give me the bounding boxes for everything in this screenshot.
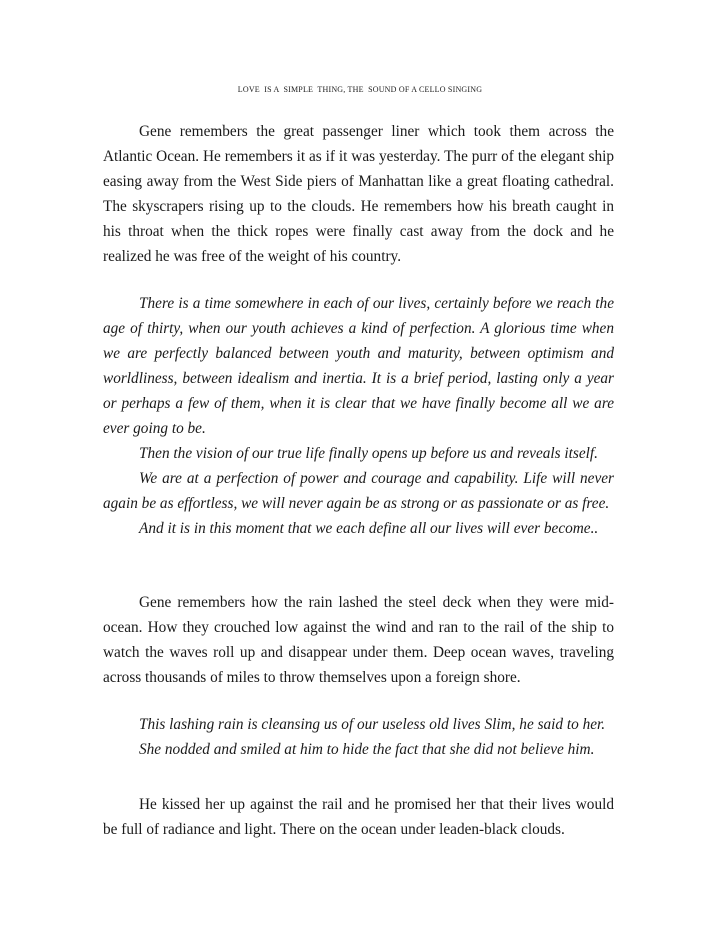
paragraph-text: Gene remembers the great passenger liner which took them across the Atlantic Ocean. He remembers it as if it was yesterday. The purr of the elegant ship easing away from the West Side piers of Manhattan like a great floating cathedral. The skyscrapers rising up to the clouds. He remembers how his breath caught in his throat when the thick ropes were finally cast away from the dock and he realized he was free of the weight of his country. bbox=[103, 123, 614, 265]
dialogue-line: She nodded and smiled at him to hide the fact that she did not believe him. bbox=[139, 741, 595, 758]
paragraph-kiss-rail bbox=[103, 792, 614, 842]
dialogue-line: This lashing rain is cleansing us of our useless old lives Slim, he said to her. bbox=[139, 716, 606, 733]
paragraph-ship-departure bbox=[103, 119, 614, 269]
italic-line: We are at a perfection of power and courage and capability. Life will never again be as effortless, we will never again be as strong or as passionate or as free. bbox=[103, 470, 614, 512]
italic-dialogue bbox=[103, 712, 614, 762]
running-head: LOVE IS A SIMPLE THING, THE SOUND OF A CELLO SINGING bbox=[237, 85, 483, 94]
paragraph-text: He kissed her up against the rail and he promised her that their lives would be full of radiance and light. There on the ocean under leaden-black clouds. bbox=[103, 796, 614, 838]
italic-line: And it is in this moment that we each define all our lives will ever become.. bbox=[139, 520, 599, 537]
paragraph-text: Gene remembers how the rain lashed the steel deck when they were mid-ocean. How they crouched low against the wind and ran to the rail of the ship to watch the waves roll up and disappear under them. Deep ocean waves, traveling across thousands of miles to throw themselves upon a foreign shore. bbox=[103, 594, 614, 686]
italic-line: Then the vision of our true life finally opens up before us and reveals itself. bbox=[139, 445, 598, 462]
italic-line: There is a time somewhere in each of our lives, certainly before we reach the age of thirty, when our youth achieves a kind of perfection. A glorious time when we are perfectly balanced between youth and maturity, between optimism and worldliness, between idealism and inertia. It is a brief period, lasting only a year or perhaps a few of them, when it is clear that we have finally become all we are ever going to be. bbox=[103, 295, 614, 437]
italic-passage bbox=[103, 291, 614, 541]
paragraph-rain-deck bbox=[103, 590, 614, 690]
